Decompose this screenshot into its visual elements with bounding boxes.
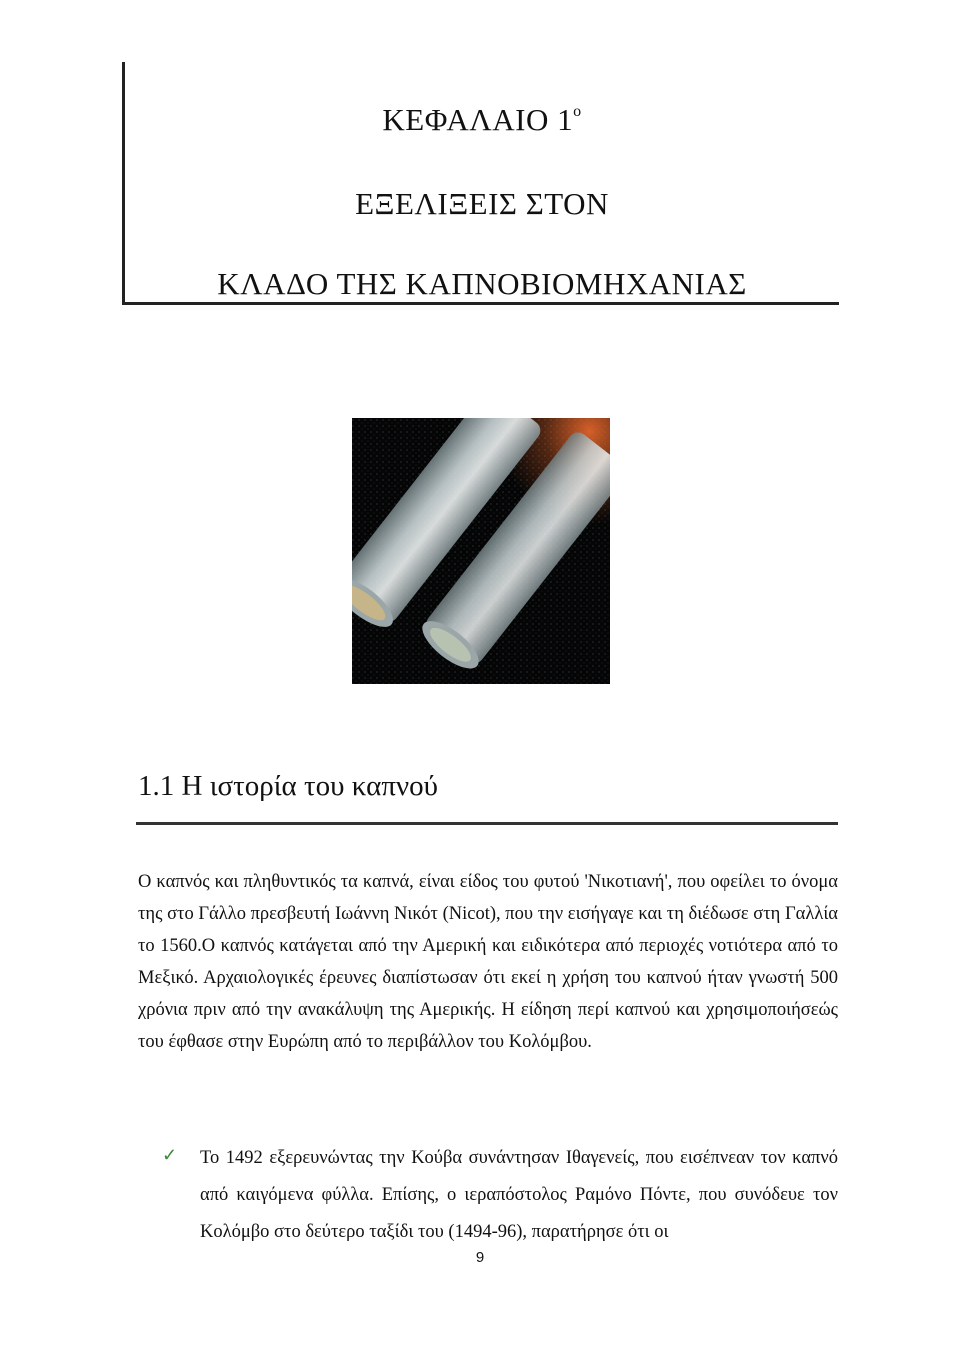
chapter-title-box (122, 62, 839, 305)
body-paragraph: Ο καπνός και πληθυντικός τα καπνά, είναι είδος του φυτού 'Νικοτιανή', που οφείλει το όνομα της στο Γάλλο πρεσβευτή Ιωάννη Νικότ (Nicot), που την εισήγαγε και τη διέδωσε στη Γαλλία το 1560.Ο καπνός κατάγεται από την Αμερική και ειδικότερα από περιοχές νοτιότερα από το Μεξικό. Αρχαιολογικές έρευνες διαπίστωσαν ότι εκεί η χρήση του καπνού ήταν γνωστή 500 χρόνια πριν από την ανακάλυψη της Αμερικής. Η είδηση περί καπνού και χρησιμοποιήσεώς του έφθασε στην Ευρώπη από το περιβάλλον του Κολόμβου. (138, 872, 838, 1052)
chapter-label: ΚΕΦΑΛΑΙΟ $1^o$ (382, 102, 582, 137)
section-divider (136, 822, 838, 825)
cigarettes-image (352, 418, 610, 684)
checkmark-icon: ✓ (162, 1145, 178, 1165)
bullet-paragraph: Το 1492 εξερευνώντας την Κούβα συνάντησαν Ιθαγενείς, που εισέπνεαν τον καπνό από καιγόμενα φύλλα. Επίσης, ο ιεραπόστολος Ραμόνο Πόντε, που συνόδευε τον Κολόμβο στο δεύτερο ταξίδι του (1494-96), παρατήρησε ότι οι (200, 1148, 838, 1242)
chapter-title-line-1: ΕΞΕΛΙΞΕΙΣ ΣΤΟΝ (355, 186, 609, 221)
page-number: 9 (475, 1249, 485, 1266)
section-heading: 1.1 Η ιστορία του καπνού (138, 770, 438, 802)
chapter-title-line-2: ΚΛΑΔΟ ΤΗΣ ΚΑΠΝΟΒΙΟΜΗΧΑΝΙΑΣ (217, 266, 747, 301)
